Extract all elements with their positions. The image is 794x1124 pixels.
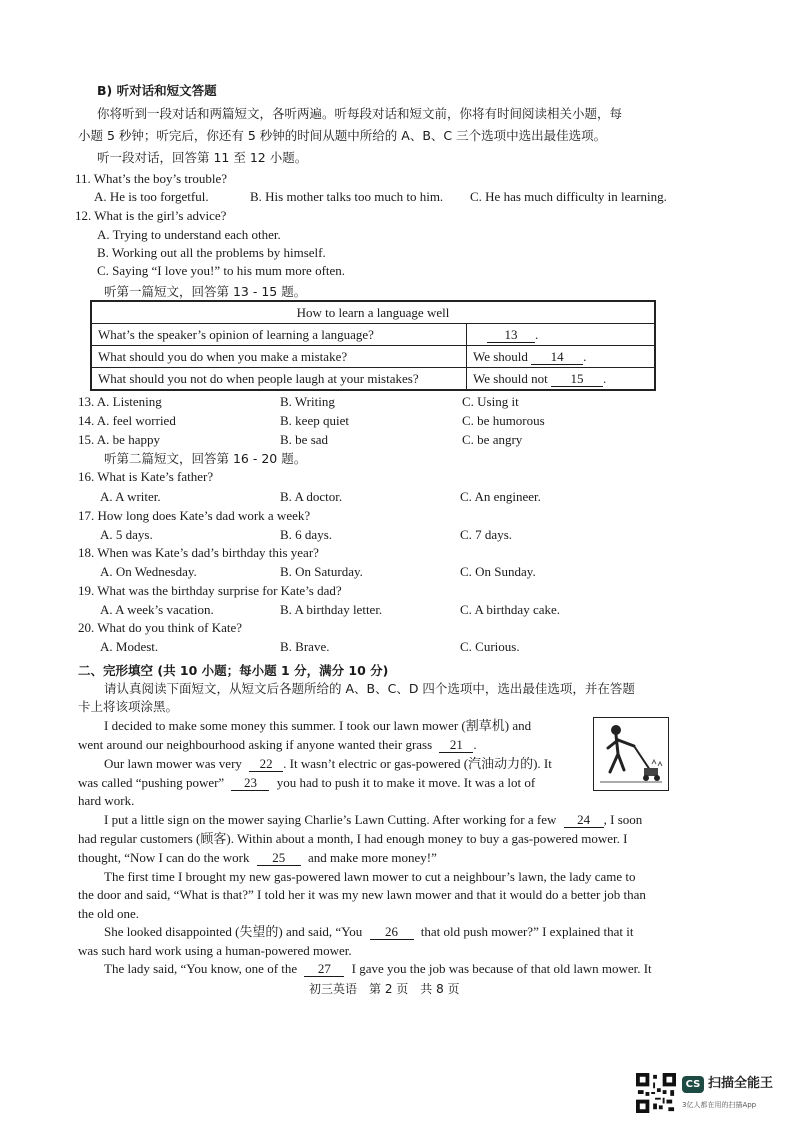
q19-option-a: A. A week’s vacation. [100,602,214,617]
q14-option-c: C. be humorous [462,413,545,428]
blank-13[interactable]: 13 [487,327,535,343]
q20-option-b: B. Brave. [280,639,330,654]
cloze-p2-line2: was called “pushing power” 23 you had to push it to make it move. It was a lot of [78,775,536,790]
lawn-mower-illustration [593,717,669,791]
cloze-heading: 二、完形填空 (共 10 小题；每小题 1 分，满分 10 分) [78,663,389,678]
section-b-intro-1: 你将听到一段对话和两篇短文，各听两遍。听每段对话和短文前，你将有时间阅读相关小题，每 [97,106,623,121]
q15-option-c: C. be angry [462,432,523,447]
q13-option-b: B. Writing [280,394,335,409]
q13-option-a: 13. A. Listening [78,394,162,409]
cloze-p2-line3: hard work. [78,793,135,808]
q16-stem: 16. What is Kate’s father? [78,469,214,484]
q15-option-b: B. be sad [280,432,329,447]
cloze-p1-line2: went around our neighbourhood asking if anyone wanted their grass 21 . [78,737,477,752]
cloze-instruction-2: 卡上将该项涂黑。 [78,699,179,714]
blank-14[interactable]: 14 [531,349,583,365]
camscanner-logo-icon: CS [682,1076,704,1093]
cloze-p5-line1: She looked disappointed (失望的) and said, “You 26 that old push mower?” I explained that it [104,924,634,939]
qr-code-icon [636,1073,676,1113]
blank-25[interactable]: 25 [257,850,301,866]
page-footer: 初三英语 第 2 页 共 8 页 [309,982,460,996]
q17-option-c: C. 7 days. [460,527,512,542]
cloze-p1-line1: I decided to make some money this summer. I took our lawn mower (割草机) and [104,718,532,733]
q12-option-c: C. Saying “I love you!” to his mum more often. [97,263,346,278]
table-answer: 13 . [467,324,656,346]
q11-stem: 11. What’s the boy’s trouble? [75,171,228,186]
cloze-p3-line1: I put a little sign on the mower saying Charlie’s Lawn Cutting. After working for a few 24 , I soon [104,812,643,827]
section-b-heading: B) 听对话和短文答题 [97,83,217,98]
language-table [90,300,656,391]
q20-option-c: C. Curious. [460,639,520,654]
q20-option-a: A. Modest. [100,639,159,654]
table-row [91,368,655,391]
cloze-p4-line3: the old one. [78,906,140,921]
section-b-intro-2: 小题 5 秒钟；听完后，你还有 5 秒钟的时间从题中所给的 A、B、C 三个选项中选出最佳选项。 [78,128,607,143]
q12-option-b: B. Working out all the problems by himself. [97,245,326,260]
q19-option-c: C. A birthday cake. [460,602,561,617]
q19-option-b: B. A birthday letter. [280,602,383,617]
cloze-p4-line1: The first time I brought my new gas-powered lawn mower to cut a neighbour’s lawn, the lady came to [104,869,636,884]
q15-option-a: 15. A. be happy [78,432,160,447]
q12-stem: 12. What is the girl’s advice? [75,208,227,223]
q16-option-b: B. A doctor. [280,489,343,504]
blank-24[interactable]: 24 [564,812,604,828]
blank-21[interactable]: 21 [439,737,473,753]
q18-option-b: B. On Saturday. [280,564,363,579]
cloze-p5-line2: was such hard work using a human-powered mower. [78,943,352,958]
cloze-p4-line2: the door and said, “What is that?” I told her it was my new lawn mower and that it would do a better job than [78,887,646,902]
q20-stem: 20. What do you think of Kate? [78,620,243,635]
passage2-instruction: 听第二篇短文，回答第 16 - 20 题。 [104,451,307,466]
blank-23[interactable]: 23 [231,775,269,791]
q17-stem: 17. How long does Kate’s dad work a week? [78,508,311,523]
q16-option-c: C. An engineer. [460,489,541,504]
q14-option-a: 14. A. feel worried [78,413,176,428]
cloze-p6-line1: The lady said, “You know, one of the 27 I gave you the job was because of that old lawn mower. It [104,961,652,976]
cloze-p3-line3: thought, “Now I can do the work 25 and make more money!” [78,850,437,865]
blank-27[interactable]: 27 [304,961,344,977]
camscanner-name: 扫描全能王 [708,1076,774,1091]
q11-option-a: A. He is too forgetful. [94,189,209,204]
dialog-instruction: 听一段对话，回答第 11 至 12 小题。 [97,150,308,165]
blank-26[interactable]: 26 [370,924,414,940]
q11-option-b: B. His mother talks too much to him. [250,189,444,204]
table-question: What should you do when you make a mistake? [91,346,467,368]
cloze-p3-line2: had regular customers (顾客). Within about a month, I had enough money to buy a gas-powered mower. I [78,831,628,846]
table-answer: We should 14 . [467,346,656,368]
camscanner-tagline: 3亿人都在用的扫描App [682,1101,757,1109]
q12-option-a: A. Trying to understand each other. [97,227,281,242]
q19-stem: 19. What was the birthday surprise for Kate’s dad? [78,583,342,598]
passage1-instruction: 听第一篇短文，回答第 13 - 15 题。 [104,284,307,299]
q18-option-c: C. On Sunday. [460,564,536,579]
table-title: How to learn a language well [91,301,655,324]
q11-option-c: C. He has much difficulty in learning. [470,189,667,204]
table-row [91,324,655,346]
q17-option-a: A. 5 days. [100,527,153,542]
table-row [91,346,655,368]
blank-22[interactable]: 22 [249,756,283,772]
q17-option-b: B. 6 days. [280,527,332,542]
q14-option-b: B. keep quiet [280,413,349,428]
cloze-p2-line1: Our lawn mower was very 22 . It wasn’t electric or gas-powered (汽油动力的). It [104,756,552,771]
cloze-instruction-1: 请认真阅读下面短文，从短文后各题所给的 A、B、C、D 四个选项中，选出最佳选项，并在答题 [104,681,635,696]
q18-stem: 18. When was Kate’s dad’s birthday this year? [78,545,319,560]
blank-15[interactable]: 15 [551,371,603,387]
table-question: What’s the speaker’s opinion of learning a language? [91,324,467,346]
table-answer: We should not 15 . [467,368,656,391]
q13-option-c: C. Using it [462,394,519,409]
table-question: What should you not do when people laugh at your mistakes? [91,368,467,391]
q16-option-a: A. A writer. [100,489,161,504]
q18-option-a: A. On Wednesday. [100,564,197,579]
